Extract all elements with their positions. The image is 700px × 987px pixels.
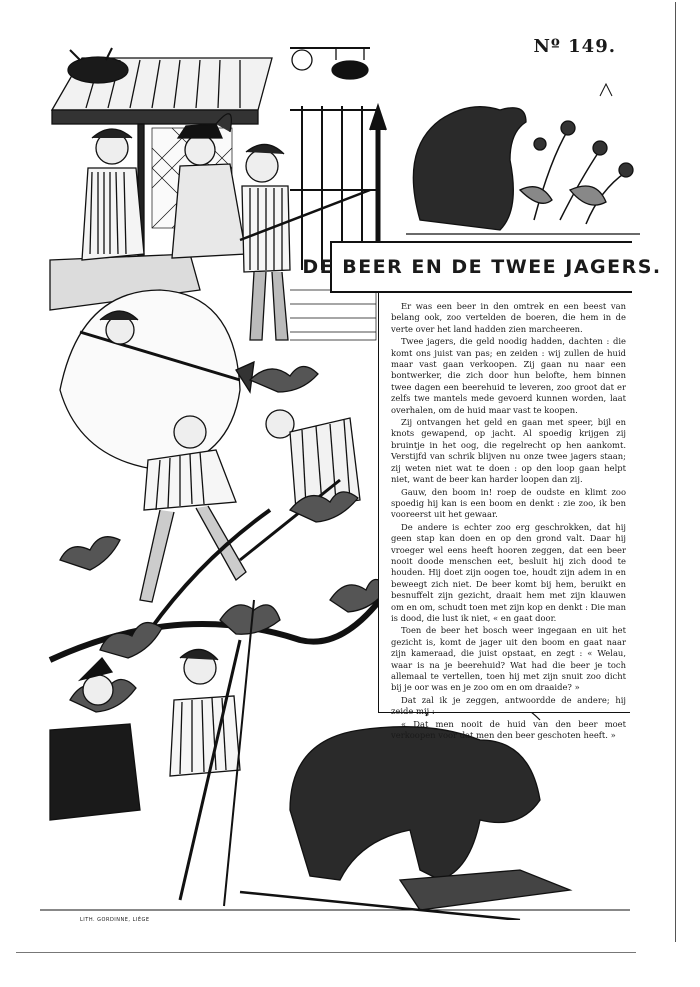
story-paragraph: Toen de beer het bosch weer ingegaan en uit het gezicht is, komt de jager uit den boom en gaat naar zijn kameraad, die juist opstaat, en zegt : « Welau, waar is na je beerehuid? Wat had die beer je toch allemaal te vertellen, toen hij met zijn snuit zoo dicht bij je oor was en je zoo om en om draaide? »	[391, 625, 626, 693]
story-title-box	[302, 241, 662, 293]
story-paragraph: « Dat men nooit de huid van den beer moet verkoopen voor dat men den beer geschoten heeft. »	[391, 718, 626, 741]
printer-credit: LITH. GORDINNE, LIÉGE	[80, 917, 150, 923]
bear-standing	[406, 84, 640, 234]
page-bottom-line	[16, 952, 636, 953]
paving-stones	[290, 290, 376, 340]
story-paragraph: Gauw, den boom in! roep de oudste en klimt zoo spoedig hij kan is een boom en denkt : zie zoo, ik ben vooreerst uit het gewaar.	[391, 486, 626, 520]
story-title: DE BEER EN DE TWEE JAGERS.	[302, 256, 662, 278]
bear-shop-sign	[290, 48, 370, 79]
boar-head-trophy	[68, 48, 128, 83]
story-text-box	[378, 293, 630, 741]
bear-sniffing-hunter	[240, 727, 570, 920]
story-paragraph: Twee jagers, die geld noodig hadden, dachten : die komt ons juist van pas; en zeiden : wij zullen de huid maar vast gaan verkoopen. Zij gaan nu naar een bontwerker, die zich door hun belofte, hem binnen twee dagen een beerehuid te leveren, zoo groot dat er zelfs twe mantels mede gevoerd kunnen worden, laat overhalen, om de huid maar vast te koopen.	[391, 336, 626, 415]
page-edge-line	[675, 2, 676, 942]
story-paragraph: Dat zal ik je zeggen, antwoordde de andere; hij zeide mij :	[391, 694, 626, 717]
furrier-figure	[82, 129, 144, 260]
story-paragraph: De andere is echter zoo erg geschrokken, dat hij geen stap kan doen en op den grond valt. Daar hij vroeger wel eens heeft hooren zeggen, dat een beer nooit doode menschen eet, besluit hij zich dood te houden. Hij doet zijn oogen toe, houdt zijn adem in en beweegt zich niet. De beer komt bij hem, beruikt en besnuffelt zijn gezicht, draait hem met zijn klauwen om en om, schudt toen met zijn kop en denkt : Die man is dood, die lust ik niet, « en gaat door.	[391, 521, 627, 623]
hunter-feathered-hat	[172, 114, 246, 258]
vignette-hunters-walking	[60, 290, 254, 470]
story-paragraph: Er was een beer in den omtrek en een beest van belang ook, zoo vertelden de boeren, die hem in de verte over het land hadden zien marcheeren.	[391, 301, 626, 334]
issue-number: Nº 149.	[533, 36, 616, 57]
thistle-plants	[520, 121, 633, 224]
story-paragraph: Zij ontvangen het geld en gaan met speer, bijl en knots gewapend, op jacht. Al spoedig krijgen zij bruintje in het oog, die regelrecht op hen aankomt. Verstijfd van schrik blijven nu onze twee jagers staan; zij weten niet wat te doen : op den loop gaan helpt niet, want de beer kan harder loopen dan zij.	[391, 417, 626, 485]
